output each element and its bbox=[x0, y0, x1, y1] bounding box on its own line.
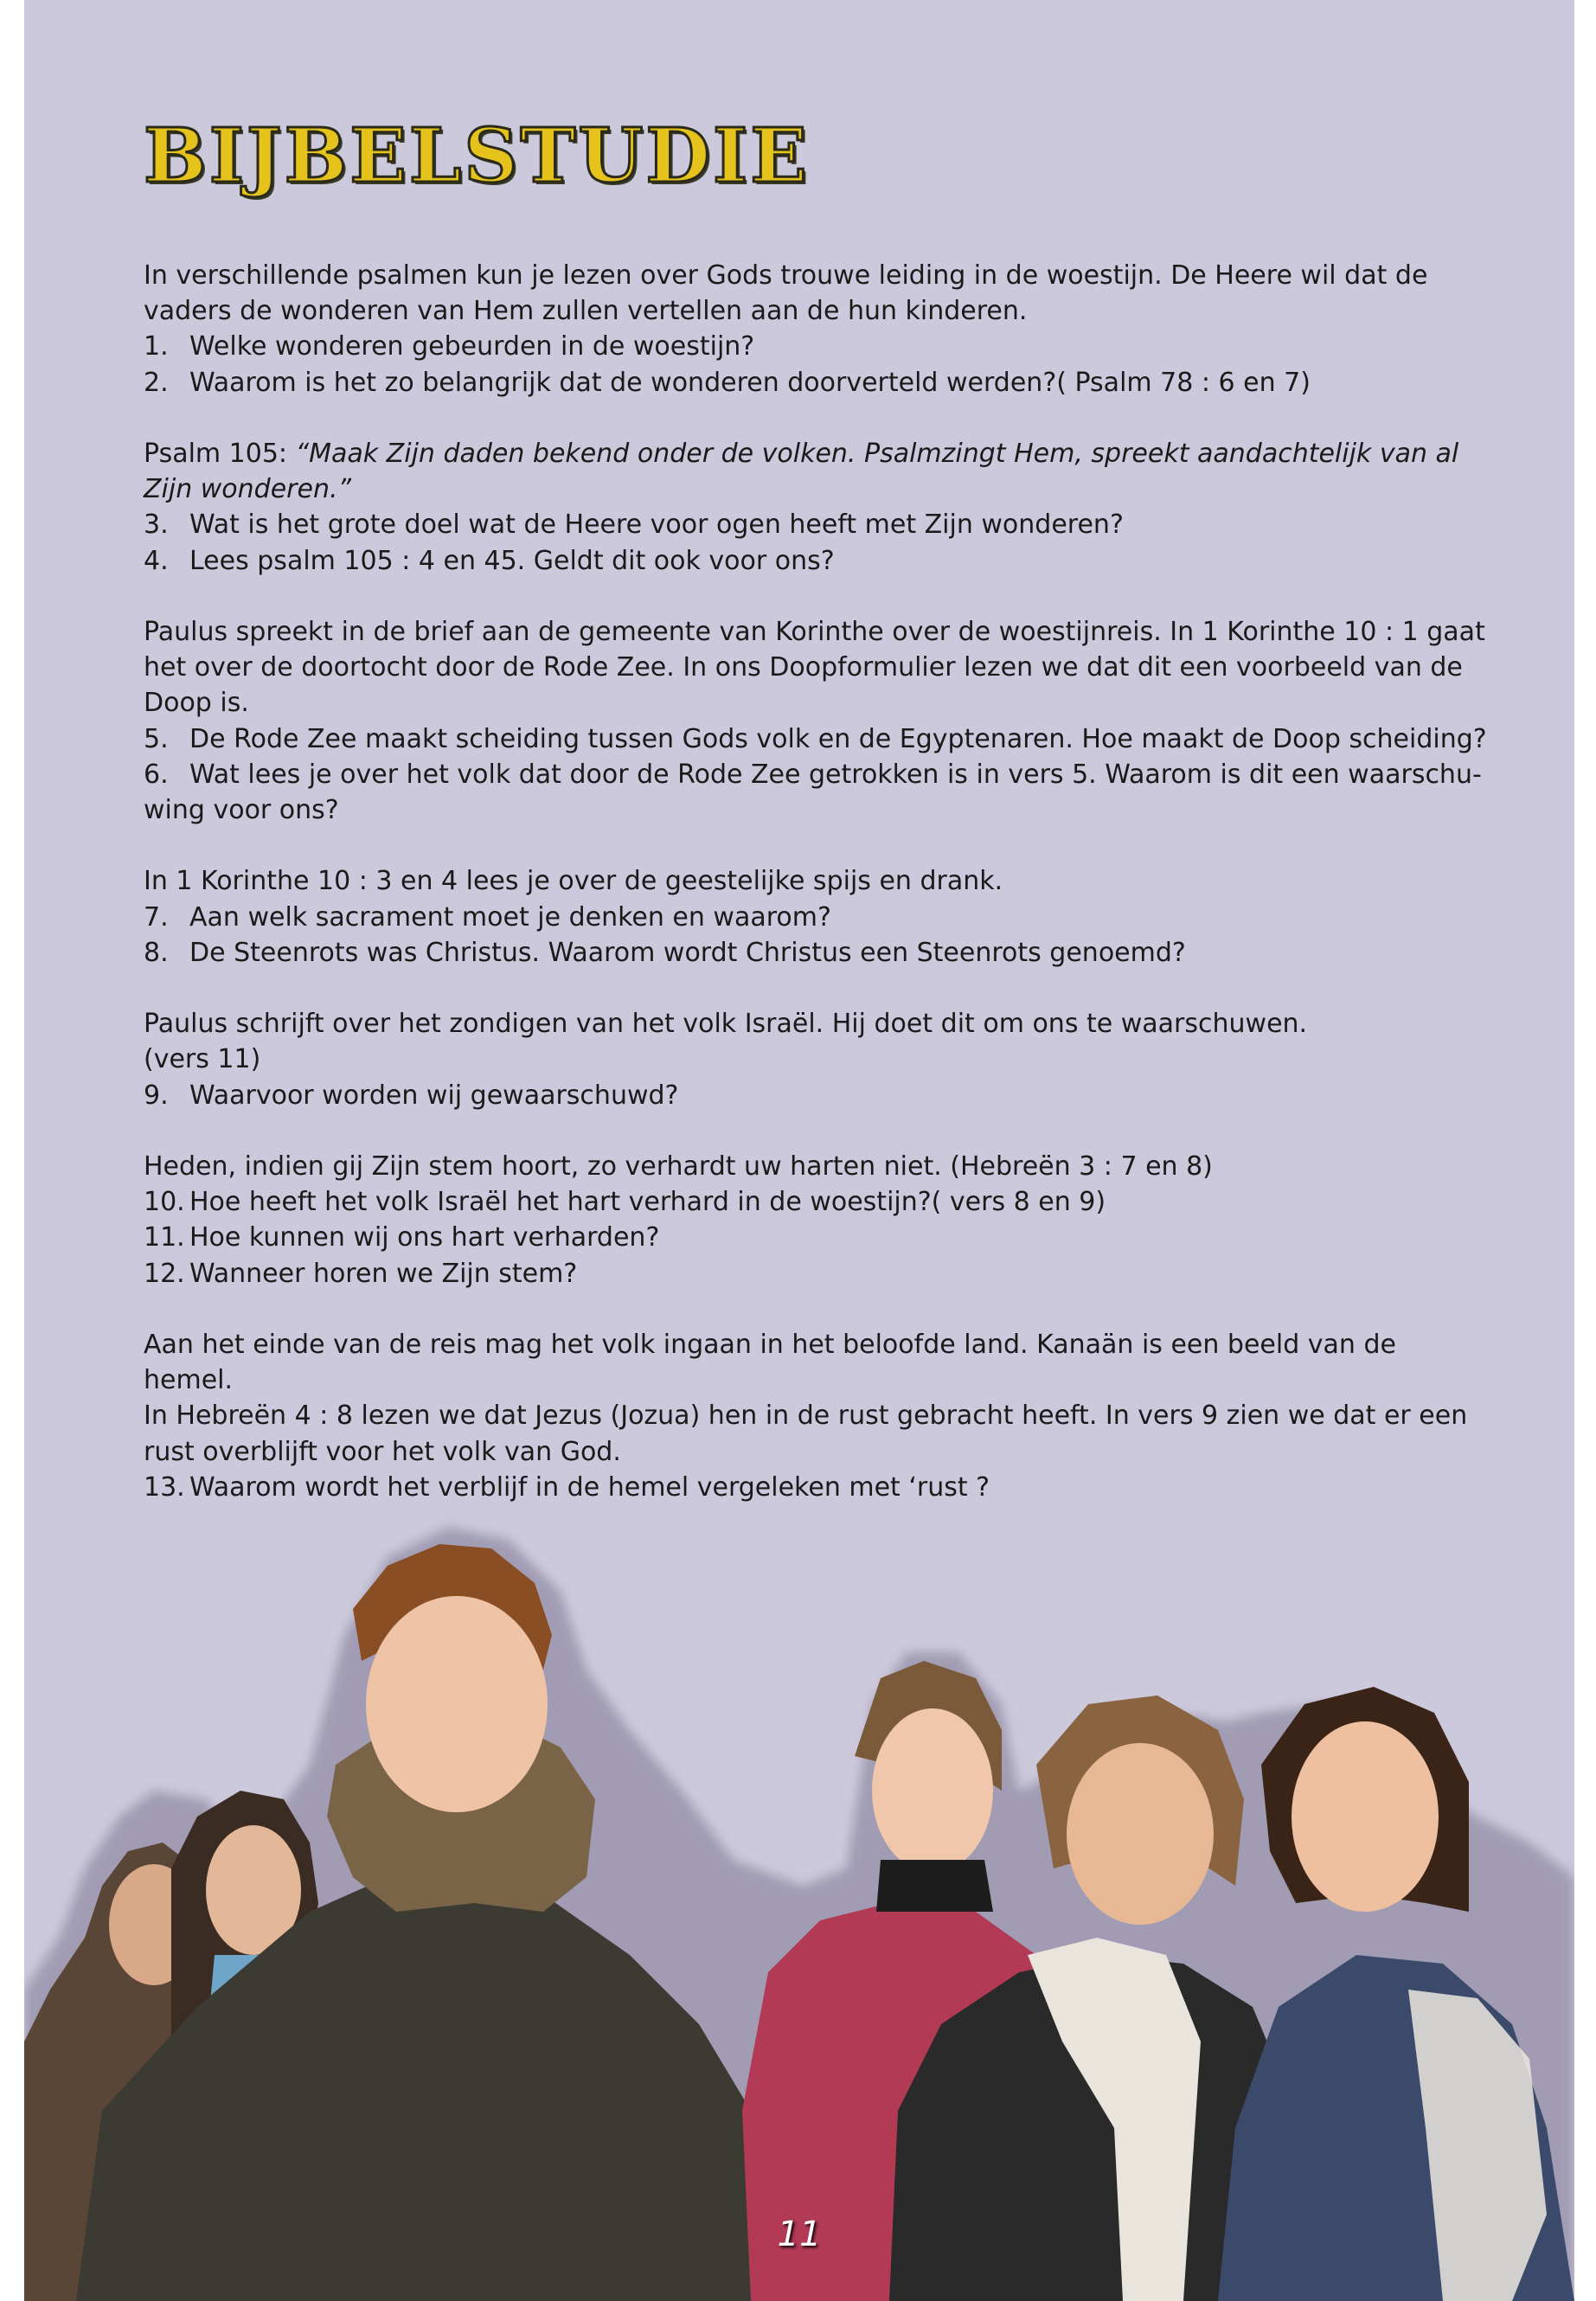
page-title: BIJBELSTUDIE bbox=[144, 112, 810, 200]
section-intro: In 1 Korinthe 10 : 3 en 4 lees je over de geestelijke spijs en drank. bbox=[144, 866, 1003, 897]
question-item bbox=[144, 900, 1493, 935]
psalm-quote: “Maak Zijn daden bekend onder de volken. Psalmzingt Hem, spreekt aandachtelijk van al Zijn wonderen.” bbox=[144, 439, 1459, 505]
question-text: Waarom is het zo belangrijk dat de wonderen doorverteld werden?( Psalm 78 : 6 en 7) bbox=[189, 367, 1311, 398]
question-text: Waarom wordt het verblijf in de hemel vergeleken met ‘rust ? bbox=[189, 1471, 990, 1503]
question-text: Hoe kunnen wij ons hart verharden? bbox=[189, 1222, 660, 1253]
question-item bbox=[144, 721, 1493, 757]
question-number: 9. bbox=[144, 1080, 169, 1111]
page-number: 11 bbox=[777, 2214, 822, 2254]
question-item bbox=[144, 1220, 1493, 1255]
question-text: Lees psalm 105 : 4 en 45. Geldt dit ook voor ons? bbox=[189, 545, 835, 576]
scarf bbox=[876, 1860, 993, 1912]
section-intro: Paulus schrijft over het zondigen van het volk Israël. Hij doet dit om ons te waarschuwen. bbox=[144, 1009, 1308, 1040]
question-text: Wanneer horen we Zijn stem? bbox=[189, 1258, 578, 1289]
question-number: 6. bbox=[144, 759, 169, 790]
question-text: Aan welk sacrament moet je denken en waarom? bbox=[189, 901, 831, 933]
question-item bbox=[144, 365, 1493, 401]
question-item bbox=[144, 1256, 1493, 1292]
question-text: De Steenrots was Christus. Waarom wordt Christus een Steenrots genoemd? bbox=[189, 937, 1186, 968]
face bbox=[872, 1708, 993, 1873]
question-number: 11. bbox=[144, 1222, 185, 1253]
section-intro-continued: In Hebreën 4 : 8 lezen we dat Jezus (Jozua) hen in de rust gebracht heeft. In vers 9 zien we dat er een rust overblijft voor het volk van God. bbox=[144, 1400, 1468, 1467]
psalm-reference: Psalm 105: bbox=[144, 439, 296, 469]
section-intro-reference: (vers 11) bbox=[144, 1044, 261, 1075]
question-text: Hoe heeft het volk Israël het hart verhard in de woestijn?( vers 8 en 9) bbox=[189, 1187, 1106, 1218]
question-number: 8. bbox=[144, 937, 169, 968]
question-number: 10. bbox=[144, 1187, 185, 1218]
question-item bbox=[144, 935, 1493, 971]
group-photo bbox=[24, 1505, 1574, 2301]
question-item bbox=[144, 757, 1493, 828]
page bbox=[24, 0, 1574, 2301]
section-intro: Aan het einde van de reis mag het volk ingaan in het beloofde land. Kanaän is een beeld van de hemel. bbox=[144, 1330, 1396, 1396]
section-intro: Heden, indien gij Zijn stem hoort, zo verhardt uw harten niet. (Hebreën 3 : 7 en 8) bbox=[144, 1151, 1213, 1182]
question-number: 3. bbox=[144, 510, 169, 541]
question-number: 13. bbox=[144, 1471, 185, 1503]
question-text: Wat lees je over het volk dat door de Rode Zee getrokken is in vers 5. Waarom is dit een waarschu-wing voor ons? bbox=[144, 759, 1482, 826]
question-number: 7. bbox=[144, 901, 169, 933]
section-intro: Paulus spreekt in de brief aan de gemeente van Korinthe over de woestijnreis. In 1 Korinthe 10 : 1 gaat het over de doortocht door de Rode Zee. In ons Doopformulier lezen we dat dit een voorbeeld van de Doop is. bbox=[144, 617, 1485, 719]
section-intro: In verschillende psalmen kun je lezen over Gods trouwe leiding in de woestijn. De Heere wil dat de vaders de wonderen van Hem zullen vertellen aan de hun kinderen. bbox=[144, 260, 1428, 327]
question-number: 1. bbox=[144, 331, 169, 362]
question-item bbox=[144, 507, 1493, 542]
question-text: De Rode Zee maakt scheiding tussen Gods volk en de Egyptenaren. Hoe maakt de Doop scheiding? bbox=[189, 723, 1487, 754]
section-intro bbox=[144, 436, 1493, 507]
question-item bbox=[144, 1470, 1493, 1505]
question-item bbox=[144, 1078, 1493, 1113]
question-item bbox=[144, 543, 1493, 579]
question-item bbox=[144, 1184, 1493, 1220]
face bbox=[1292, 1721, 1439, 1912]
study-text bbox=[144, 258, 1493, 1505]
question-item bbox=[144, 329, 1493, 364]
question-text: Wat is het grote doel wat de Heere voor ogen heeft met Zijn wonderen? bbox=[189, 510, 1124, 541]
face bbox=[1067, 1743, 1214, 1925]
question-number: 5. bbox=[144, 723, 169, 754]
question-text: Waarvoor worden wij gewaarschuwd? bbox=[189, 1080, 679, 1111]
question-number: 2. bbox=[144, 367, 169, 398]
question-number: 4. bbox=[144, 545, 169, 576]
question-text: Welke wonderen gebeurden in de woestijn? bbox=[189, 331, 755, 362]
face bbox=[366, 1596, 548, 1812]
question-number: 12. bbox=[144, 1258, 185, 1289]
